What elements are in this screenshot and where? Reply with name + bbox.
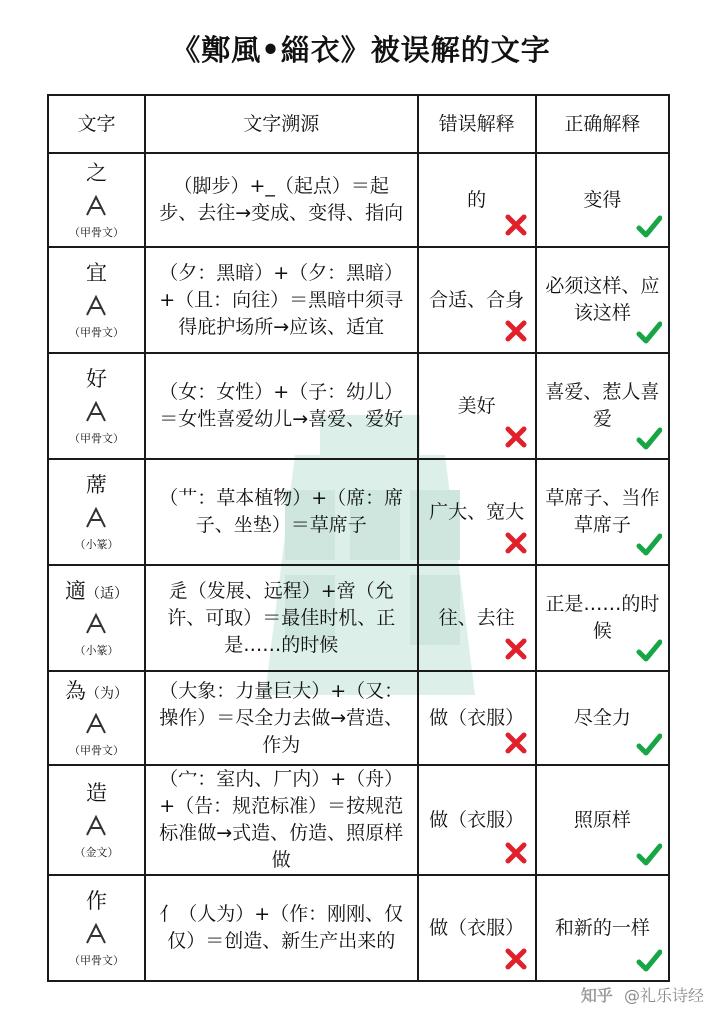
script-type-label: （小篆） xyxy=(74,537,119,551)
origin-text: 辵（发展、远程）+啻（允许、可取）＝最佳时机、正是……的时候 xyxy=(167,579,396,656)
comparison-table xyxy=(47,94,670,982)
header-origin: 文字溯源 xyxy=(145,95,418,153)
table-row xyxy=(48,247,669,353)
origin-cell xyxy=(145,875,418,981)
wrong-cell xyxy=(418,875,536,981)
table-row xyxy=(48,353,669,459)
check-icon xyxy=(636,532,662,558)
ancient-glyph-icon xyxy=(81,919,111,949)
table-row xyxy=(48,459,669,565)
table-row xyxy=(48,671,669,765)
table-row xyxy=(48,875,669,981)
wrong-text: 广大、宽大 xyxy=(429,500,525,523)
table-row xyxy=(48,153,669,247)
ancient-glyph-icon xyxy=(81,811,111,841)
script-type-label: （金文） xyxy=(74,845,119,859)
char-label: 造 xyxy=(85,780,107,805)
origin-text: （女：女性）+（子：幼儿）＝女性喜爱幼儿→喜爱、爱好 xyxy=(159,381,404,430)
ancient-glyph-icon xyxy=(81,291,111,321)
script-type-label: （甲骨文） xyxy=(68,325,124,339)
char-label: 作 xyxy=(85,888,107,913)
zhihu-logo: 知乎 xyxy=(580,986,613,1005)
char-cell xyxy=(48,247,145,353)
right-cell xyxy=(536,565,669,671)
check-icon xyxy=(636,638,662,664)
right-cell xyxy=(536,353,669,459)
table-row xyxy=(48,565,669,671)
origin-cell xyxy=(145,565,418,671)
origin-cell xyxy=(145,353,418,459)
check-icon xyxy=(636,842,662,868)
cross-icon xyxy=(503,424,529,450)
origin-text: （脚步）+_（起点）＝起步、去往→变成、变得、指向 xyxy=(159,175,404,224)
right-cell xyxy=(536,153,669,247)
check-icon xyxy=(636,214,662,240)
header-wrong: 错误解释 xyxy=(418,95,536,153)
cross-icon xyxy=(503,636,529,662)
table-body xyxy=(48,153,669,981)
ancient-glyph-icon xyxy=(81,609,111,639)
right-text: 正是……的时候 xyxy=(545,593,660,642)
char-cell xyxy=(48,565,145,671)
char-cell xyxy=(48,671,145,765)
script-type-label: （小篆） xyxy=(74,643,119,657)
wrong-cell xyxy=(418,565,536,671)
script-type-label: （甲骨文） xyxy=(68,225,124,239)
right-text: 和新的一样 xyxy=(554,916,650,939)
char-cell xyxy=(48,875,145,981)
ancient-glyph-icon xyxy=(81,503,111,533)
right-cell xyxy=(536,765,669,875)
script-type-label: （甲骨文） xyxy=(68,743,124,757)
right-text: 必须这样、应该这样 xyxy=(545,275,660,324)
char-label: 蓆 xyxy=(85,472,107,497)
wrong-text: 的 xyxy=(467,188,487,211)
right-text: 照原样 xyxy=(573,808,631,831)
char-label: 好 xyxy=(85,366,107,391)
origin-text: （夕：黑暗）+（夕：黑暗）+（且：向往）＝黑暗中须寻得庇护场所→应该、适宜 xyxy=(159,261,404,338)
right-text: 尽全力 xyxy=(573,706,631,729)
right-cell xyxy=(536,671,669,765)
wrong-cell xyxy=(418,247,536,353)
wrong-cell xyxy=(418,765,536,875)
wrong-text: 做（衣服） xyxy=(429,706,525,729)
char-cell xyxy=(48,459,145,565)
char-cell xyxy=(48,765,145,875)
right-cell xyxy=(536,459,669,565)
table-row xyxy=(48,765,669,875)
wrong-text: 合适、合身 xyxy=(429,288,525,311)
table-header-row xyxy=(48,95,669,153)
origin-text: （大象：力量巨大）+（又：操作）＝尽全力去做→营造、作为 xyxy=(159,679,404,756)
script-type-label: （甲骨文） xyxy=(68,431,124,445)
origin-cell xyxy=(145,765,418,875)
author-handle: @礼乐诗经 xyxy=(623,986,704,1005)
origin-cell xyxy=(145,153,418,247)
wrong-text: 做（衣服） xyxy=(429,808,525,831)
right-cell xyxy=(536,875,669,981)
char-label: 之 xyxy=(85,160,107,185)
footer-attribution xyxy=(581,983,704,1006)
origin-cell xyxy=(145,671,418,765)
wrong-cell xyxy=(418,671,536,765)
char-label: 為（为） xyxy=(64,678,128,703)
origin-cell xyxy=(145,459,418,565)
char-label: 適（适） xyxy=(64,578,128,603)
check-icon xyxy=(636,320,662,346)
wrong-text: 美好 xyxy=(457,394,496,417)
cross-icon xyxy=(503,318,529,344)
origin-text: 亻（人为）+（作：刚刚、仅仅）＝创造、新生产出来的 xyxy=(159,903,404,952)
origin-cell xyxy=(145,247,418,353)
char-label: 宜 xyxy=(85,260,107,285)
check-icon xyxy=(636,426,662,452)
header-right: 正确解释 xyxy=(536,95,669,153)
ancient-glyph-icon xyxy=(81,191,111,221)
wrong-cell xyxy=(418,459,536,565)
wrong-cell xyxy=(418,353,536,459)
check-icon xyxy=(636,948,662,974)
page-title: 《鄭風•緇衣》被误解的文字 xyxy=(171,33,551,67)
cross-icon xyxy=(503,730,529,756)
ancient-glyph-icon xyxy=(81,397,111,427)
cross-icon xyxy=(503,530,529,556)
cross-icon xyxy=(503,946,529,972)
right-cell xyxy=(536,247,669,353)
wrong-text: 往、去往 xyxy=(438,606,515,629)
origin-text: （宀：室内、厂内）+（舟）+（告：规范标准）＝按规范标准做→式造、仿造、照原样做 xyxy=(159,768,404,871)
origin-text: （艹：草本植物）+（席：席子、坐垫）＝草席子 xyxy=(159,487,404,536)
char-cell xyxy=(48,353,145,459)
script-type-label: （甲骨文） xyxy=(68,953,124,967)
ancient-glyph-icon xyxy=(81,709,111,739)
wrong-text: 做（衣服） xyxy=(429,916,525,939)
wrong-cell xyxy=(418,153,536,247)
header-char: 文字 xyxy=(48,95,145,153)
cross-icon xyxy=(503,212,529,238)
char-cell xyxy=(48,153,145,247)
right-text: 喜爱、惹人喜爱 xyxy=(545,381,660,430)
check-icon xyxy=(636,732,662,758)
right-text: 草席子、当作草席子 xyxy=(545,487,660,536)
right-text: 变得 xyxy=(583,188,622,211)
cross-icon xyxy=(503,840,529,866)
